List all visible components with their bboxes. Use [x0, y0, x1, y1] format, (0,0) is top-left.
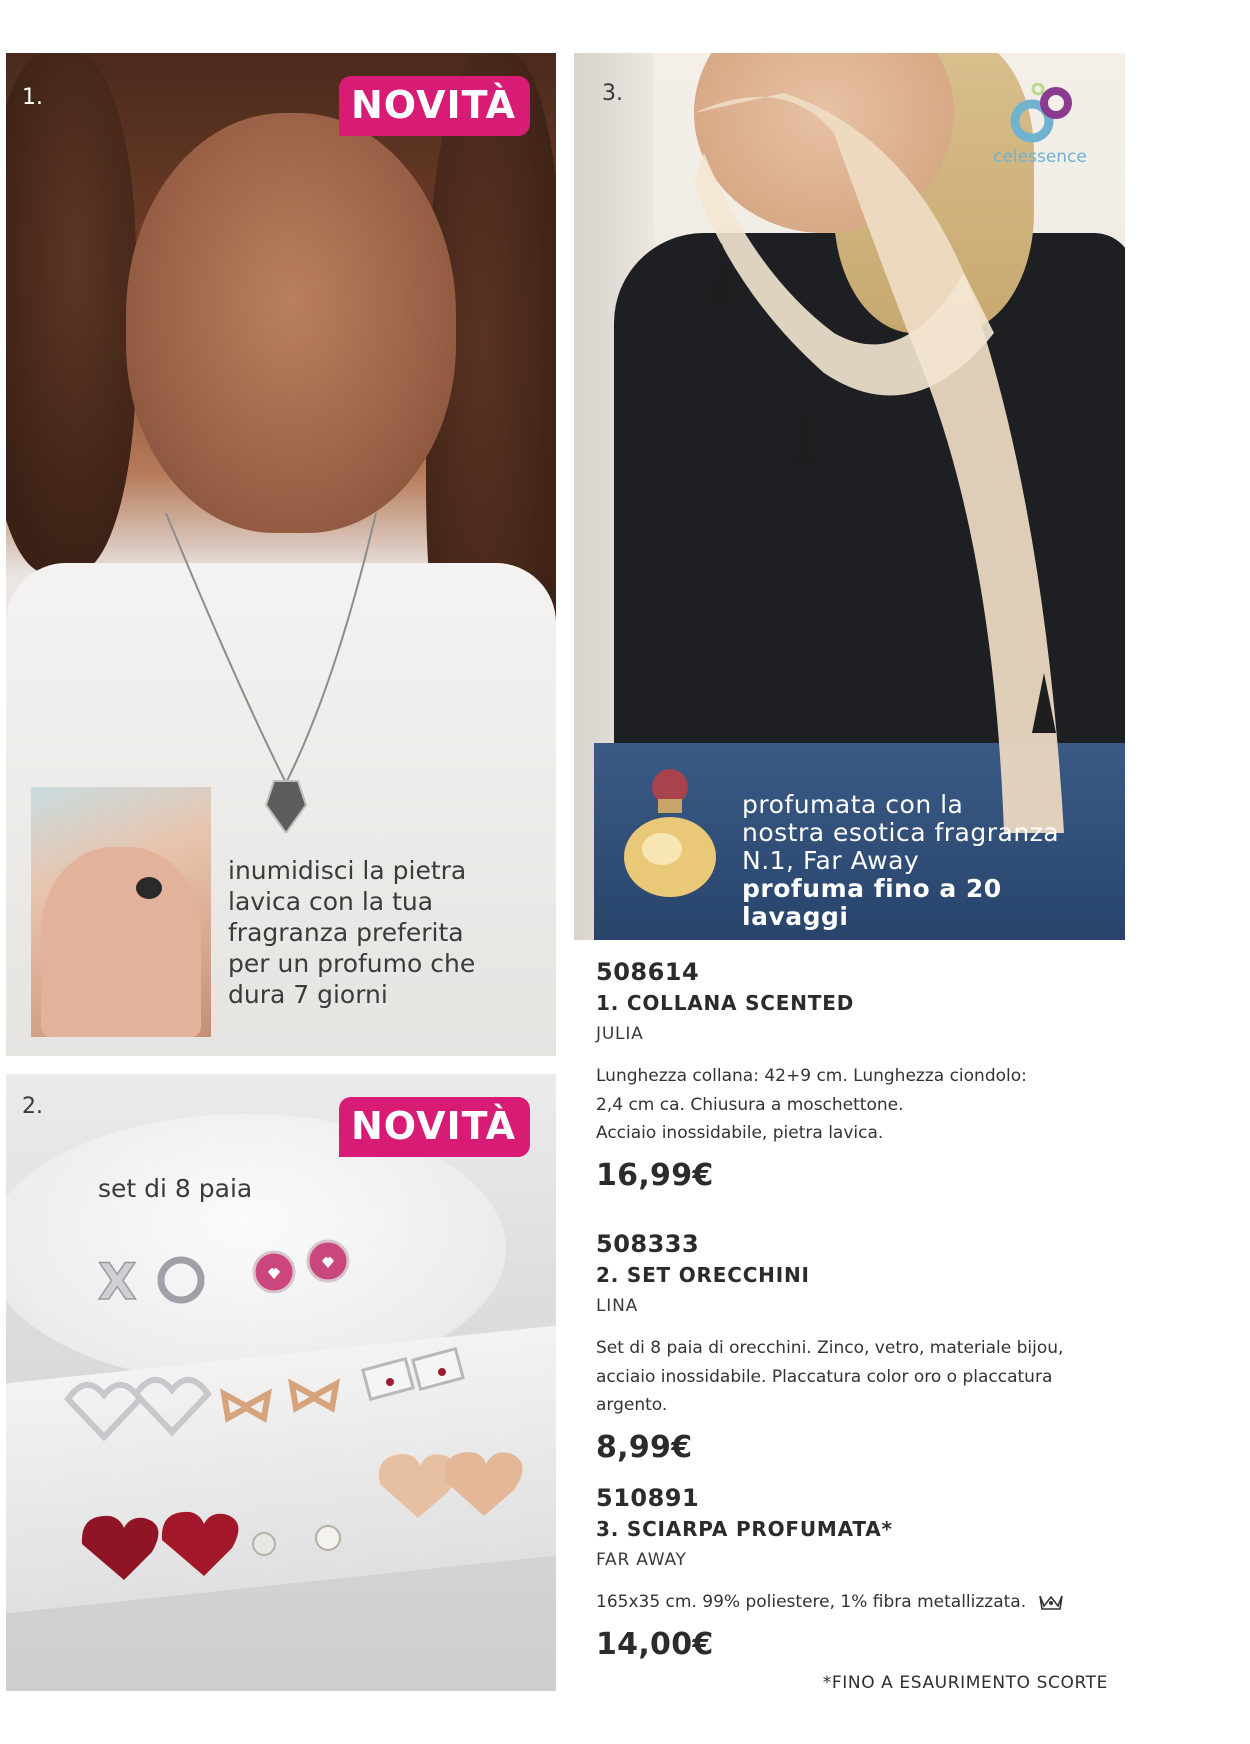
scarf-image [664, 73, 1064, 833]
product-name: 2. SET ORECCHINI [596, 1263, 810, 1287]
red-heart-earrings [82, 1512, 239, 1580]
silver-heart-earring [136, 1380, 208, 1432]
earrings-photo-panel [6, 1074, 556, 1691]
product-price: 16,99€ [596, 1157, 714, 1193]
product-name: 1. COLLANA SCENTED [596, 991, 855, 1015]
celessence-rings-icon [1000, 83, 1080, 143]
celessence-logo [985, 83, 1095, 167]
product-sciarpa [596, 1484, 1126, 1663]
product-description: Lunghezza collana: 42+9 cm. Lunghezza ciondolo: 2,4 cm ca. Chiusura a moschettone. Acciaio inossidabile, pietra lavica. [596, 1066, 1027, 1143]
product-brand: JULIA [596, 1024, 644, 1044]
product-brand: FAR AWAY [596, 1550, 687, 1570]
lava-stone [136, 877, 162, 899]
product-orecchini [596, 1230, 1126, 1466]
scarf-caption: profumata con la nostra esotica fragranza N.1, Far Away profuma fino a 20 lavaggi [742, 790, 1060, 931]
xo-earrings: X [98, 1253, 137, 1311]
rose-gold-heart-earrings [379, 1452, 523, 1518]
product-description: 165x35 cm. 99% poliestere, 1% fibra metallizzata. [596, 1588, 1126, 1617]
product-code: 508614 [596, 958, 700, 986]
panel-number: 3. [602, 81, 623, 106]
product-code: 510891 [596, 1484, 700, 1512]
model-face [126, 113, 456, 533]
panel-number: 1. [22, 85, 43, 110]
product-brand: LINA [596, 1296, 639, 1316]
product-name: 3. SCIARPA PROFUMATA* [596, 1517, 893, 1541]
hand-palm [41, 847, 201, 1037]
novita-badge: NOVITÀ [339, 76, 530, 136]
necklace-pendant-image [156, 513, 386, 833]
novita-badge: NOVITÀ [339, 1097, 530, 1157]
necklace-photo-panel [6, 53, 556, 1056]
earrings-illustration [6, 1074, 556, 1691]
product-code: 508333 [596, 1230, 700, 1258]
scarf-tassel [792, 403, 816, 463]
silver-heart-earring [68, 1385, 140, 1437]
set-label: set di 8 paia [98, 1174, 253, 1203]
bow-earrings [224, 1384, 336, 1418]
product-description: Set di 8 paia di orecchini. Zinco, vetro, materiale bijou, acciaio inossidabile. Placcatura color oro o placcatura argento. [596, 1338, 1064, 1415]
hair-left [6, 53, 136, 573]
lava-stone-caption: inumidisci la pietra lavica con la tua fragranza preferita per un profumo che dura 7 giorni [228, 856, 476, 1009]
envelope-earrings [363, 1349, 463, 1399]
lava-stone-inset-image [31, 787, 211, 1037]
o-earring [161, 1260, 201, 1300]
pearl-earrings [253, 1526, 340, 1555]
stock-footnote: *FINO A ESAURIMENTO SCORTE [822, 1673, 1108, 1693]
product-collana [596, 958, 1126, 1194]
scarf-photo-panel [574, 53, 1125, 940]
product-price: 8,99€ [596, 1429, 693, 1465]
product-price: 14,00€ [596, 1626, 714, 1662]
crown-icon [1038, 1592, 1064, 1612]
celessence-wordmark: celessence [993, 147, 1087, 167]
far-away-perfume-bottle [618, 769, 722, 899]
panel-number: 2. [22, 1094, 43, 1119]
